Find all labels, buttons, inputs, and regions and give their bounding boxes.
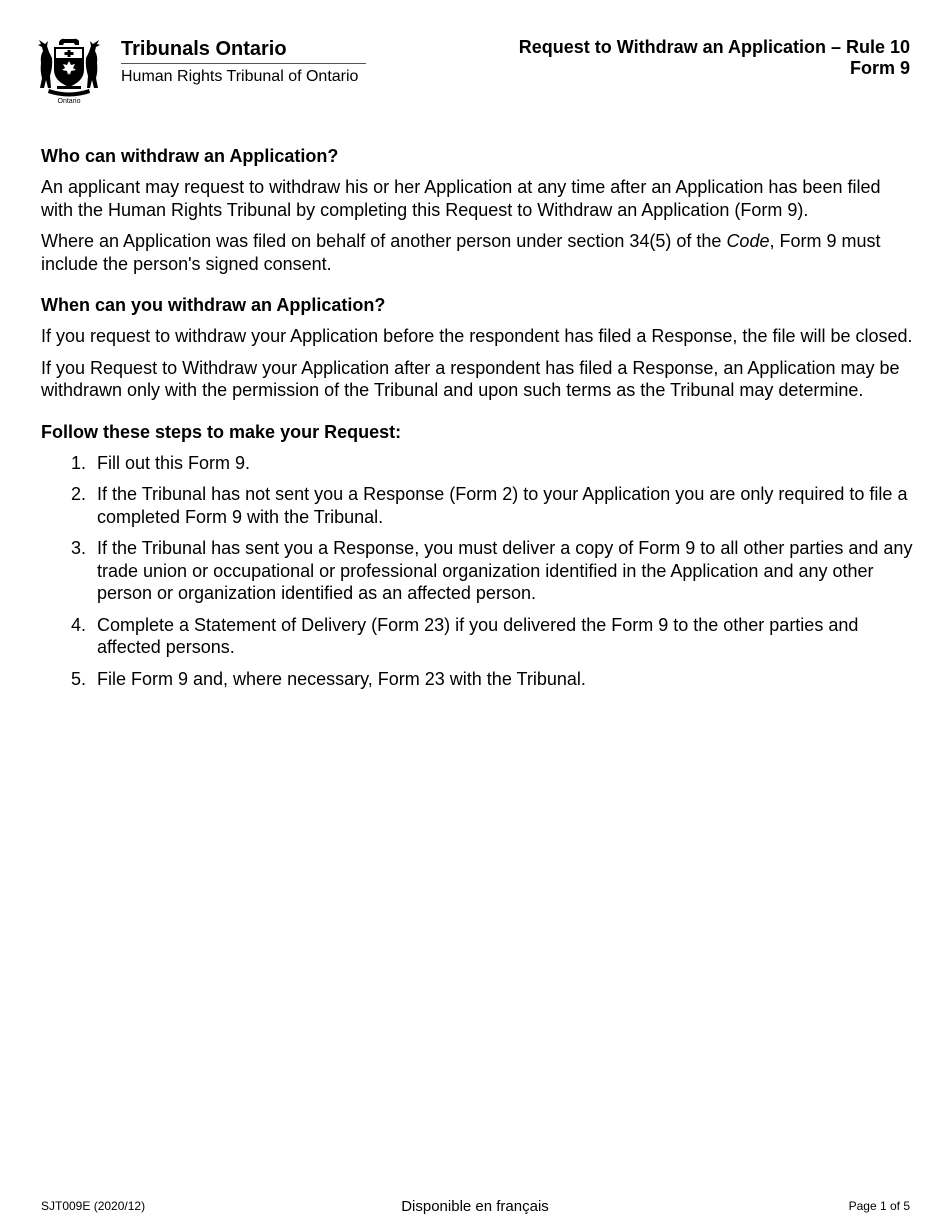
org-divider xyxy=(121,63,366,64)
document-body xyxy=(41,145,913,699)
form-title xyxy=(519,37,910,79)
section-steps xyxy=(41,421,913,691)
ontario-coat-of-arms-logo xyxy=(35,36,103,104)
section-who xyxy=(41,145,913,275)
page-header xyxy=(0,0,950,110)
section-heading: Who can withdraw an Application? xyxy=(41,146,339,166)
svg-text:Ontario: Ontario xyxy=(57,98,81,104)
list-item xyxy=(41,483,913,528)
paragraph: If you Request to Withdraw your Application after a respondent has filed a Response, an Application may be withdrawn only with the permission of the Tribunal and upon such terms as the Tribunal may determine. xyxy=(41,357,900,400)
section-when xyxy=(41,294,913,402)
paragraph: Where an Application was filed on behalf of another person under section 34(5) of the Code, Form 9 must include the person's signed consent. xyxy=(41,231,881,274)
form-title-line2: Form 9 xyxy=(849,58,910,78)
list-item xyxy=(41,614,913,659)
page-number: Page 1 of 5 xyxy=(848,1199,910,1213)
section-heading: Follow these steps to make your Request: xyxy=(41,421,402,442)
step-text: If the Tribunal has sent you a Response, you must deliver a copy of Form 9 to all other parties and any trade union or occupational or professional organization identified in the Application and any other person or organization identified as an affected person. xyxy=(97,538,913,603)
steps-list xyxy=(41,452,913,691)
step-text: File Form 9 and, where necessary, Form 23 with the Tribunal. xyxy=(97,668,586,689)
paragraph: An applicant may request to withdraw his or her Application at any time after an Application has been filed with the Human Rights Tribunal by completing this Request to Withdraw an Application (Form 9). xyxy=(41,177,881,220)
step-number: 1. xyxy=(71,452,87,473)
form-code: SJT009E (2020/12) xyxy=(41,1199,146,1213)
code-italic: Code xyxy=(726,231,770,251)
organization-block xyxy=(121,37,366,87)
org-title: Tribunals Ontario xyxy=(121,38,287,60)
list-item xyxy=(41,452,913,475)
step-number: 2. xyxy=(71,484,87,504)
step-text: If the Tribunal has not sent you a Response (Form 2) to your Application you are only required to file a completed Form 9 with the Tribunal. xyxy=(97,484,908,527)
step-text: Complete a Statement of Delivery (Form 23) if you delivered the Form 9 to the other parties and affected persons. xyxy=(97,614,859,657)
step-text: Fill out this Form 9. xyxy=(97,452,251,473)
section-heading: When can you withdraw an Application? xyxy=(41,295,386,315)
list-item xyxy=(41,537,913,605)
step-number: 4. xyxy=(71,614,87,635)
step-number: 3. xyxy=(71,538,87,558)
paragraph: If you request to withdraw your Application before the respondent has filed a Response, the file will be closed. xyxy=(41,326,913,346)
language-note: Disponible en français xyxy=(401,1198,549,1215)
list-item xyxy=(41,668,913,691)
step-number: 5. xyxy=(71,668,87,689)
org-subtitle: Human Rights Tribunal of Ontario xyxy=(121,68,359,85)
form-title-line1: Request to Withdraw an Application – Rule 10 xyxy=(518,37,910,57)
